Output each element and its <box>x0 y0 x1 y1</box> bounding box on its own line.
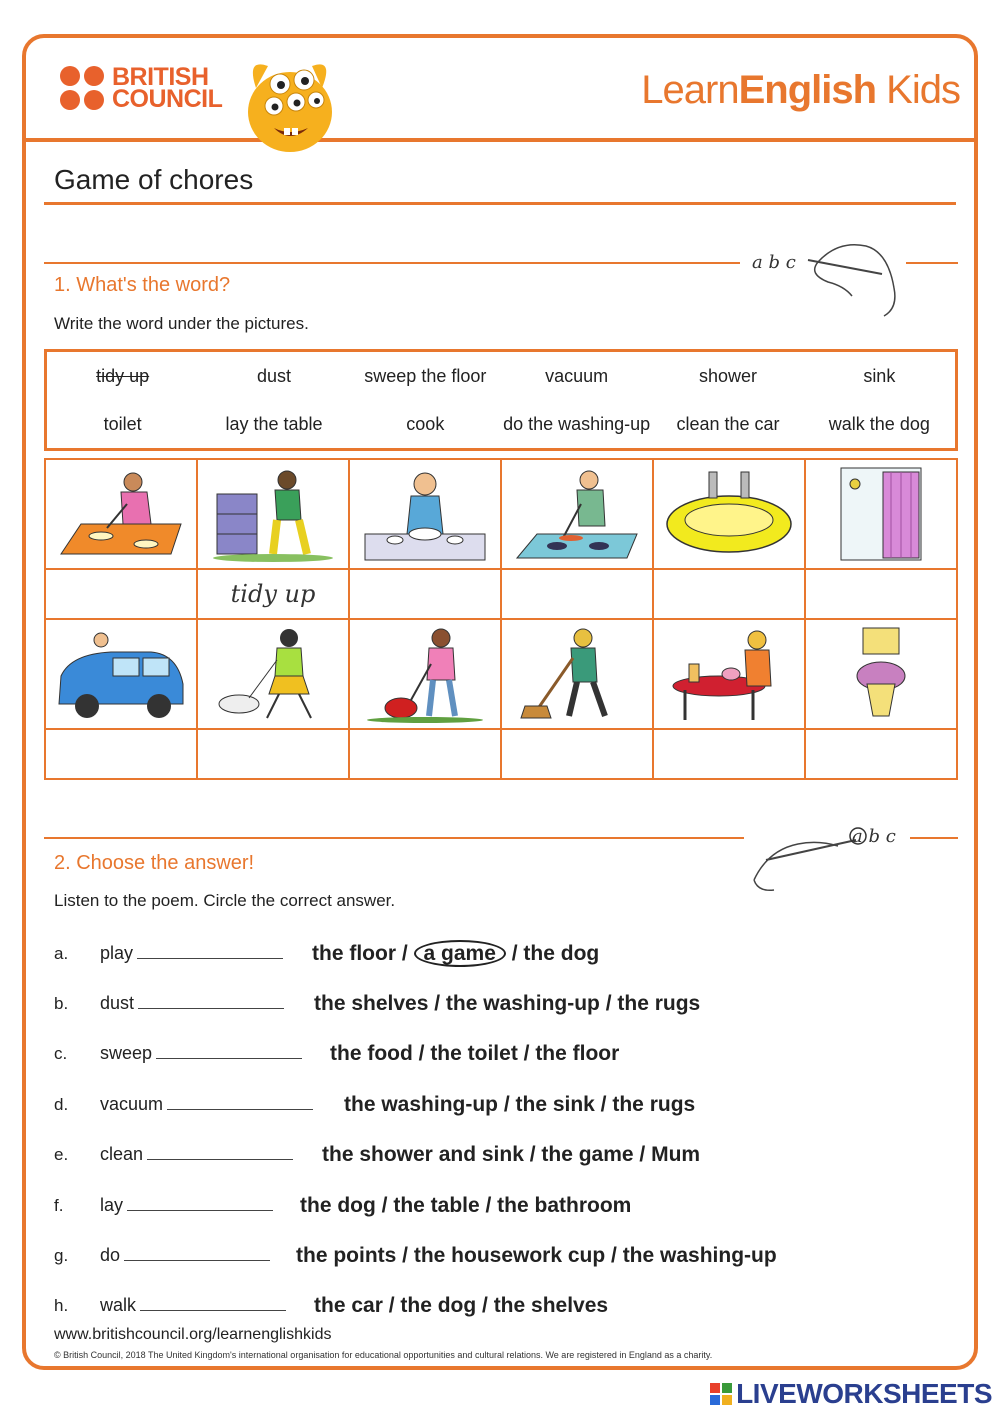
clean-car-picture-icon <box>51 624 191 724</box>
title-rule <box>44 202 956 205</box>
section1-title: 1. What's the word? <box>54 274 231 296</box>
writing-hand-icon <box>748 238 908 318</box>
word-bank-item: sink <box>863 365 896 386</box>
word-bank-item: tidy up <box>96 365 150 386</box>
answer-cell[interactable] <box>197 569 349 619</box>
option-circled[interactable]: a game <box>414 940 506 967</box>
section1-rule-right <box>906 262 958 264</box>
word-bank-item: lay the table <box>225 413 323 434</box>
toilet-picture-icon <box>811 624 951 724</box>
question-letter: h. <box>54 1296 69 1315</box>
answer-cell[interactable] <box>653 729 805 779</box>
word-bank-item: dust <box>256 365 291 386</box>
question-letter: g. <box>54 1246 69 1265</box>
question-verb: sweep <box>100 1043 153 1063</box>
word-bank-item: cook <box>406 413 445 434</box>
word-bank <box>44 349 958 451</box>
answer-cell[interactable] <box>349 729 501 779</box>
answer-blank[interactable] <box>138 995 284 1009</box>
question-verb: walk <box>100 1295 137 1315</box>
question-row <box>54 1089 954 1119</box>
option[interactable]: the floor <box>312 942 396 965</box>
word-bank-item: vacuum <box>545 365 609 386</box>
answer-cell[interactable] <box>805 729 957 779</box>
lay-table-picture-icon <box>51 464 191 564</box>
header <box>26 38 974 142</box>
picture-table <box>44 458 958 780</box>
picture-cell <box>197 459 349 569</box>
section2-hand-letters: a b c <box>852 826 896 847</box>
sink-picture-icon <box>659 464 799 564</box>
question-options[interactable]: the points / the housework cup / the washing-up <box>296 1244 777 1267</box>
question-options[interactable]: the shelves / the washing-up / the rugs <box>314 992 701 1015</box>
worksheet-frame <box>22 34 978 1370</box>
page-title: Game of chores <box>54 164 254 195</box>
answer-blank[interactable] <box>124 1247 270 1261</box>
section2-rule-right <box>910 837 958 839</box>
word-bank-item: walk the dog <box>828 413 930 434</box>
question-options[interactable]: the washing-up / the sink / the rugs <box>344 1093 696 1116</box>
word-bank-item: toilet <box>103 413 142 434</box>
bc-line2: COUNCIL <box>112 85 223 113</box>
question-verb-line <box>100 1144 293 1165</box>
picture-cell <box>653 459 805 569</box>
shower-picture-icon <box>811 464 951 564</box>
learnenglish-kids-logo <box>641 68 960 113</box>
question-row <box>54 938 954 968</box>
section2-instruction: Listen to the poem. Circle the correct answer. <box>54 891 396 910</box>
question-verb: do <box>100 1245 121 1265</box>
vacuum-picture-icon <box>355 624 495 724</box>
question-letter: a. <box>54 944 69 963</box>
section2-rule-left <box>44 837 744 839</box>
section2-title: 2. Choose the answer! <box>54 852 255 874</box>
picture-cell <box>501 459 653 569</box>
answer-blank[interactable] <box>137 945 283 959</box>
writing-hand-circle-icon <box>748 820 908 896</box>
question-row <box>54 1038 954 1068</box>
answer-blank[interactable] <box>140 1297 286 1311</box>
picture-cell <box>805 619 957 729</box>
question-verb: play <box>100 943 134 963</box>
section1-rule-left <box>44 262 740 264</box>
cook-picture-icon <box>507 464 647 564</box>
question-row <box>54 988 954 1018</box>
answer-blank[interactable] <box>167 1096 313 1110</box>
question-letter: d. <box>54 1095 69 1114</box>
picture-cell <box>805 459 957 569</box>
answer-blank[interactable] <box>156 1045 302 1059</box>
word-bank-item: sweep the floor <box>364 365 487 386</box>
question-options: the floor / a game / the dog <box>312 942 600 965</box>
monster-mascot-icon <box>234 48 346 160</box>
question-options[interactable]: the car / the dog / the shelves <box>314 1294 609 1317</box>
question-row <box>54 1139 954 1169</box>
question-verb: vacuum <box>100 1094 164 1114</box>
picture-cell <box>45 619 197 729</box>
liveworksheets-icon <box>710 1383 732 1405</box>
washing-up-picture-icon <box>355 464 495 564</box>
word-bank-item: shower <box>698 365 757 386</box>
picture-cell <box>501 619 653 729</box>
question-verb-line <box>100 1245 270 1266</box>
answer-blank[interactable] <box>127 1197 273 1211</box>
question-row <box>54 1240 954 1270</box>
question-row <box>54 1290 954 1320</box>
section1-instruction: Write the word under the pictures. <box>54 314 309 333</box>
tidy-up-picture-icon <box>203 464 343 564</box>
picture-cell <box>45 459 197 569</box>
question-options[interactable]: the shower and sink / the game / Mum <box>322 1143 701 1166</box>
walk-dog-picture-icon <box>203 624 343 724</box>
answer-blank[interactable] <box>147 1146 293 1160</box>
option[interactable]: the dog <box>523 942 600 965</box>
lek-kids: Kids <box>876 68 960 112</box>
bc-dots-icon <box>60 66 104 110</box>
question-verb: dust <box>100 993 135 1013</box>
question-letter: c. <box>54 1044 68 1063</box>
question-letter: f. <box>54 1196 64 1215</box>
bc-line1: BRITISH <box>112 63 209 91</box>
liveworksheets-text: LIVEWORKSHEETS <box>736 1378 992 1409</box>
lek-english: English <box>738 68 877 112</box>
liveworksheets-logo <box>710 1378 992 1410</box>
question-verb: lay <box>100 1195 124 1215</box>
answer-cell[interactable] <box>45 729 197 779</box>
question-verb: clean <box>100 1144 144 1164</box>
lek-learn: Learn <box>641 68 739 112</box>
question-verb-line <box>100 1195 273 1216</box>
answer-cell[interactable] <box>653 569 805 619</box>
question-row <box>54 1190 954 1220</box>
dust-picture-icon <box>659 624 799 724</box>
question-verb-line <box>100 1295 286 1316</box>
sweep-picture-icon <box>507 624 647 724</box>
question-verb-line <box>100 943 283 964</box>
answer-cell[interactable] <box>501 569 653 619</box>
answer-cell[interactable] <box>197 729 349 779</box>
question-options[interactable]: the food / the toilet / the floor <box>330 1042 620 1065</box>
answer-cell[interactable] <box>349 569 501 619</box>
picture-cell <box>349 459 501 569</box>
question-verb-line <box>100 993 284 1014</box>
word-bank-item: do the washing-up <box>503 413 651 434</box>
question-verb-line <box>100 1043 302 1064</box>
question-letter: e. <box>54 1145 69 1164</box>
answer-cell[interactable] <box>805 569 957 619</box>
section1-hand-letters: a b c <box>752 252 796 273</box>
word-bank-item: clean the car <box>676 413 780 434</box>
picture-cell <box>349 619 501 729</box>
answer-cell[interactable] <box>501 729 653 779</box>
answer-cell[interactable] <box>45 569 197 619</box>
answer-text: tidy up <box>230 580 316 608</box>
footer-copyright: © British Council, 2018 The United Kingdom's international organisation for educational opportunities and cultural relations. We are registered in England as a charity. <box>54 1350 713 1360</box>
question-options[interactable]: the dog / the table / the bathroom <box>300 1194 632 1217</box>
british-council-logo <box>60 63 223 113</box>
question-letter: b. <box>54 994 69 1013</box>
picture-cell <box>653 619 805 729</box>
picture-cell <box>197 619 349 729</box>
question-verb-line <box>100 1094 313 1115</box>
footer-url[interactable]: www.britishcouncil.org/learnenglishkids <box>54 1326 332 1343</box>
